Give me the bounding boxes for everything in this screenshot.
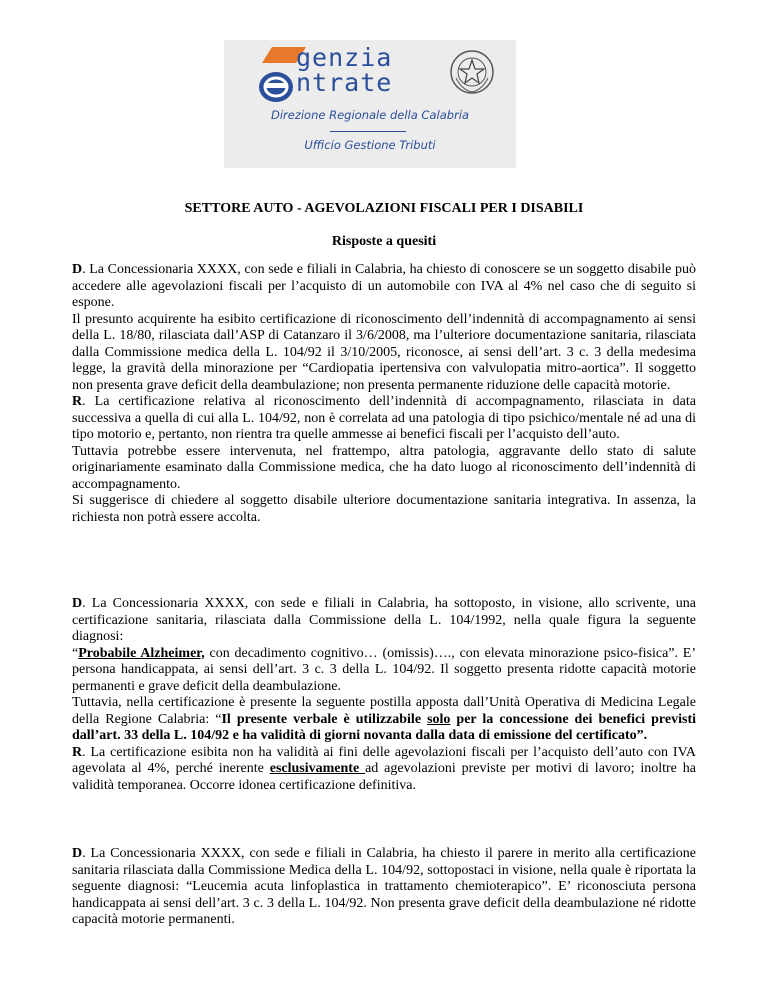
q2-postilla bbox=[72, 695, 696, 745]
question-1 bbox=[72, 262, 696, 526]
d-marker: D bbox=[72, 596, 83, 611]
q3-d-text: . La Concessionaria XXXX, con sede e filiali in Calabria, ha chiesto il parere in merito alla certificazione sanitaria rilasciata dalla Commissione Medica della L. 104/92, sottopostaci in visione, nella quale è riportata la seguente diagnosi: “Leucemia acuta linfoplastica in trattamento chemioterapico”. E’ riconosciuta persona handicappata ai sensi dell’art. 3 c. 3 della L. 104/92. Non presenta grave deficit della deambulazione né ridotte capacità motorie permanenti. bbox=[72, 846, 696, 927]
q1-d-text2: Il presunto acquirente ha esibito certificazione di riconoscimento dell’indennità di accompagnamento ai sensi della L. 18/80, rilasciata dall’ASP di Catanzaro il 3/6/2008, ma l’ulteriore documentazione sanitaria, rilasciata dalla Commissione medica della L. 104/92 il 3/10/2005, riconosce, ai sensi dell’art. 3 c. 3 della medesima legge, la gravità della minorazione per “Cardiopatia ipertensiva con valvulopatia mitro-aortica”. Il soggetto non presenta grave deficit della deambulazione; non presenta permanente riduzione delle capacità motorie. bbox=[72, 311, 696, 393]
r-marker: R bbox=[72, 744, 83, 760]
document-title: SETTORE AUTO - AGEVOLAZIONI FISCALI PER I DISABILI bbox=[184, 201, 584, 216]
question-3-d-paragraph bbox=[72, 846, 696, 929]
q1-r-text3: Si suggerisce di chiedere al soggetto disabile ulteriore documentazione sanitaria integrativa. In assenza, la richiesta non potrà essere accolta. bbox=[72, 493, 696, 525]
question-2-d-paragraph bbox=[72, 596, 696, 646]
r-marker: R bbox=[72, 394, 83, 409]
q1-r-text2: Tuttavia potrebbe essere intervenuta, nel frattempo, altra patologia, aggravante dello stato di salute originariamente esaminato dalla Commissione medica, che ha dato luogo al riconoscimento dell’indennità di accompagnamento. bbox=[72, 443, 696, 492]
agenzia-entrate-logo bbox=[224, 40, 516, 168]
ufficio-label: Ufficio Gestione Tributi bbox=[304, 138, 436, 152]
question-1-d-paragraph bbox=[72, 262, 696, 312]
q2-r-text-pre: . La certificazione esibita non ha validità ai fini delle agevolazioni fiscali per l’acquisto dell’auto con IVA agevolata al 4%, perché inerente bbox=[72, 744, 696, 776]
postilla-bold-2: per la concessione dei benefici previsti dall’art. 33 della L. 104/92 e ha validità di giorni novanta dalla data di emissione del certificato”. bbox=[72, 711, 697, 743]
question-1-r-paragraph bbox=[72, 394, 696, 444]
q2-r-text-post: ad agevolazioni previste per motivi di lavoro; inoltre ha validità temporanea. Occorre idonea certificazione definitiva. bbox=[72, 761, 696, 793]
logo-text-genzia: genzia bbox=[296, 43, 393, 72]
postilla-bold-1: Il presente verbale è utilizzabile bbox=[221, 711, 428, 727]
italian-republic-emblem-icon bbox=[448, 48, 496, 96]
logo-text-ntrate: ntrate bbox=[296, 68, 393, 97]
q1-d-text: . La Concessionaria XXXX, con sede e filiali in Calabria, ha chiesto di conoscere se un soggetto disabile può accedere alle agevolazioni fiscali per l’acquisto di un automobile con IVA al 4% nel caso che di seguito si espone. bbox=[72, 262, 696, 310]
d-marker: D bbox=[72, 262, 83, 277]
q2-diag-rest: con decadimento cognitivo… (omissis)…., con elevata minorazione psico-fisica”. E’ persona handicappata, ai sensi dell’art. 3 c. 3 della L. 104/92. Il soggetto presenta ridotte capacità motorie permanenti e grave deficit della deambulazione. bbox=[72, 645, 696, 694]
postilla-intro: Tuttavia, nella certificazione è presente la seguente postilla apposta dall’Unità Operativa di Medicina Legale della Regione Calabria: “ bbox=[72, 695, 696, 727]
direzione-regionale-label: Direzione Regionale della Calabria bbox=[270, 108, 470, 122]
d-marker: D bbox=[72, 846, 83, 861]
question-2-r-paragraph bbox=[72, 745, 696, 795]
question-2 bbox=[72, 596, 696, 794]
q1-r-text: . La certificazione relativa al riconoscimento dell’indennità di accompagnamento, rilasciata in data successiva a quella di cui alla L. 104/92, non è correlata ad una patologia di tipo psichico/mentale né ad una di tipo motorio e, pertanto, non rientra tra quelle ammesse ai benefici fiscali per l’acquisto dell’auto. bbox=[72, 394, 696, 442]
open-quote: “ bbox=[72, 645, 79, 661]
document-subtitle: Risposte a quesiti bbox=[331, 234, 437, 249]
diagnosis-highlight: Probabile Alzheimer, bbox=[78, 645, 205, 661]
q2-diagnosis bbox=[72, 646, 696, 696]
q2-d-text: . La Concessionaria XXXX, con sede e filiali in Calabria, ha sottoposto, in visione, allo scrivente, una certificazione sanitaria, rilasciata dalla Commissione della L. 104/1992, nella quale figura la seguente diagnosi: bbox=[72, 596, 696, 644]
question-3 bbox=[72, 846, 696, 929]
esclusivamente-highlight: esclusivamente bbox=[269, 761, 366, 776]
logo-divider bbox=[330, 131, 406, 132]
postilla-solo: solo bbox=[427, 711, 451, 727]
